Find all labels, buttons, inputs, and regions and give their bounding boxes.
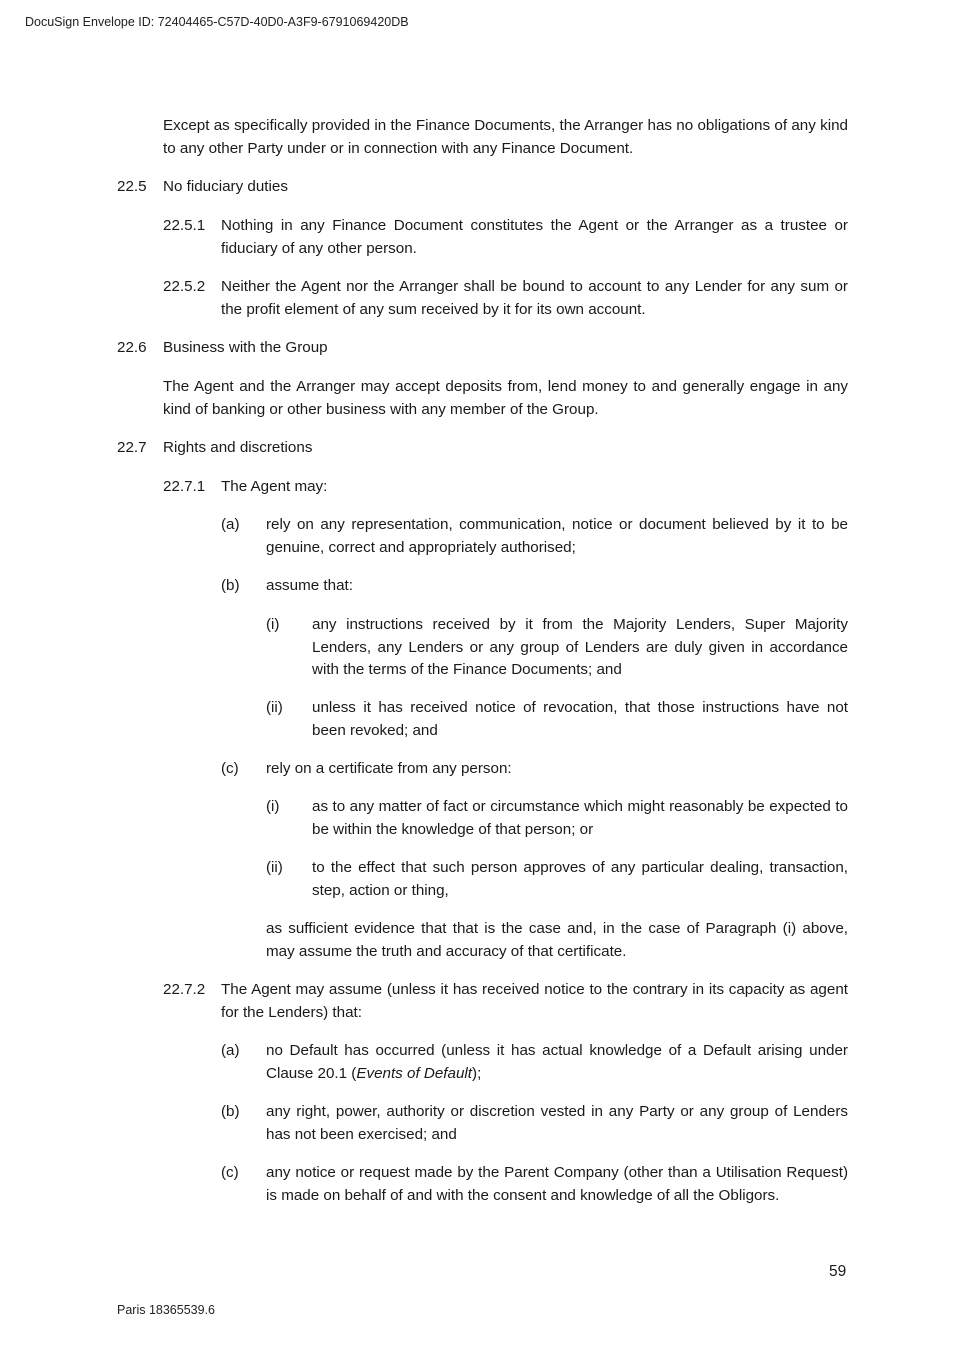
para-tail-22-7-1-c: as sufficient evidence that that is the case and, in the case of Paragraph (i) above, may assume the truth and accuracy of that certificate. xyxy=(266,920,848,960)
clause-number-22-5: 22.5 xyxy=(117,178,147,195)
clause-text-22-5-2: Neither the Agent nor the Arranger shall be bound to account to any Lender for any sum or the profit element of any sum received by it for its own account. xyxy=(221,278,848,318)
para-label-22-7-1-b: (b) xyxy=(221,577,240,594)
para-label-22-7-2-b: (b) xyxy=(221,1103,240,1120)
para-text-22-7-2-a-before: no Default has occurred (unless it has actual knowledge of a Default arising under Clause 20.1 ( xyxy=(266,1042,848,1082)
subpara-label-22-7-1-b-ii: (ii) xyxy=(266,699,283,716)
para-text-22-7-1-a: rely on any representation, communication, notice or document believed by it to be genuine, correct and appropriately authorised; xyxy=(266,516,848,556)
para-text-22-7-2-b: any right, power, authority or discretion vested in any Party or any group of Lenders has not been exercised; and xyxy=(266,1103,848,1143)
subpara-text-22-7-1-b-i: any instructions received by it from the Majority Lenders, Super Majority Lenders, any Lenders or any group of Lenders are duly given in accordance with the terms of the Finance Documents; and xyxy=(312,616,848,678)
para-text-22-7-1-c: rely on a certificate from any person: xyxy=(266,760,512,777)
clause-number-22-5-2: 22.5.2 xyxy=(163,278,206,295)
para-label-22-7-1-c: (c) xyxy=(221,760,239,777)
docusign-envelope-id: DocuSign Envelope ID: 72404465-C57D-40D0-A3F9-6791069420DB xyxy=(25,15,409,29)
document-reference: Paris 18365539.6 xyxy=(117,1303,215,1317)
clause-title-22-5: No fiduciary duties xyxy=(163,178,288,195)
clause-number-22-5-1: 22.5.1 xyxy=(163,217,206,234)
clause-text-22-7-1: The Agent may: xyxy=(221,478,328,495)
events-of-default-reference: Events of Default xyxy=(356,1064,473,1082)
clause-text-22-7-2: The Agent may assume (unless it has received notice to the contrary in its capacity as agent for the Lenders) that: xyxy=(221,981,848,1021)
clause-text-22-6: The Agent and the Arranger may accept deposits from, lend money to and generally engage in any kind of banking or other business with any member of the Group. xyxy=(163,378,848,418)
page-number: 59 xyxy=(829,1263,847,1280)
clause-number-22-7: 22.7 xyxy=(117,439,147,456)
clause-title-22-7: Rights and discretions xyxy=(163,439,313,456)
para-label-22-7-1-a: (a) xyxy=(221,516,240,533)
para-text-22-7-2-c: any notice or request made by the Parent Company (other than a Utilisation Request) is made on behalf of and with the consent and knowledge of all the Obligors. xyxy=(266,1164,848,1204)
subpara-text-22-7-1-b-ii: unless it has received notice of revocation, that those instructions have not been revoked; and xyxy=(312,699,848,739)
subpara-label-22-7-1-c-i: (i) xyxy=(266,798,280,815)
clause-number-22-7-2: 22.7.2 xyxy=(163,981,206,998)
subpara-text-22-7-1-c-i: as to any matter of fact or circumstance which might reasonably be expected to be within the knowledge of that person; or xyxy=(312,798,848,838)
subpara-label-22-7-1-b-i: (i) xyxy=(266,616,280,633)
subpara-label-22-7-1-c-ii: (ii) xyxy=(266,859,283,876)
para-text-22-7-2-a xyxy=(266,1040,848,1085)
clause-text-22-5-1: Nothing in any Finance Document constitutes the Agent or the Arranger as a trustee or fiduciary of any other person. xyxy=(221,217,848,257)
para-text-22-7-2-a-after: ); xyxy=(472,1064,482,1082)
clause-title-22-6: Business with the Group xyxy=(163,339,328,356)
intro-paragraph: Except as specifically provided in the Finance Documents, the Arranger has no obligations of any kind to any other Party under or in connection with any Finance Document. xyxy=(163,117,848,157)
para-text-22-7-1-b: assume that: xyxy=(266,577,353,594)
para-label-22-7-2-c: (c) xyxy=(221,1164,239,1181)
clause-number-22-6: 22.6 xyxy=(117,339,147,356)
clause-number-22-7-1: 22.7.1 xyxy=(163,478,206,495)
para-label-22-7-2-a: (a) xyxy=(221,1042,240,1059)
subpara-text-22-7-1-c-ii: to the effect that such person approves of any particular dealing, transaction, step, action or thing, xyxy=(312,859,848,899)
